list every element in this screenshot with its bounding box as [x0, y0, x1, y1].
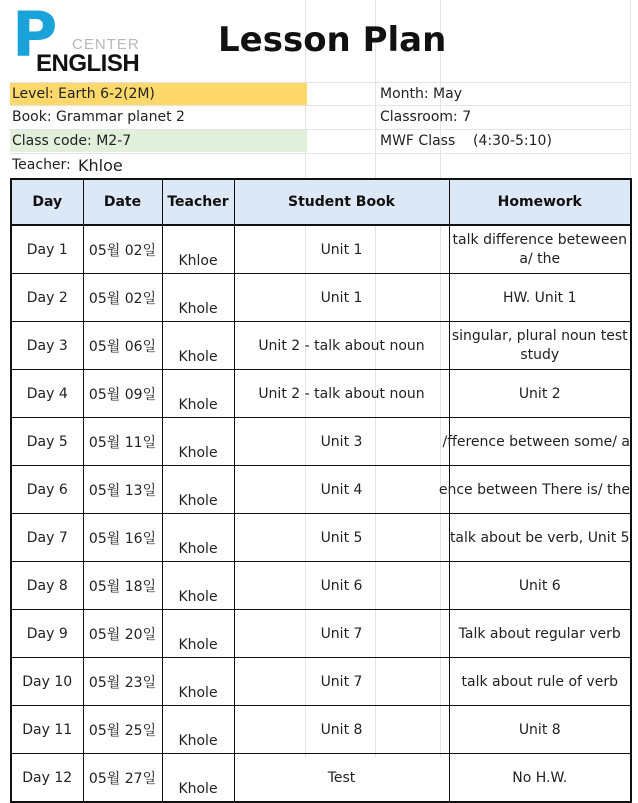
level-cell: Level: Earth 6-2(2M): [10, 83, 307, 105]
day-cell: Day 11: [11, 706, 83, 754]
table-header-row: [11, 179, 631, 225]
date-cell: 05월 02일: [83, 225, 162, 274]
teacher-cell: Khole: [162, 322, 234, 370]
table-row: [11, 610, 631, 658]
day-cell: Day 8: [11, 562, 83, 610]
homework-text: fference between some/ a/: [442, 433, 630, 450]
day-cell: Day 4: [11, 370, 83, 418]
homework-text: singular, plural noun test study: [451, 327, 628, 363]
class-code-cell: Class code: M2-7: [10, 130, 307, 152]
student-book-cell: Unit 3: [234, 418, 449, 466]
homework-text: talk about rule of verb: [461, 673, 618, 690]
student-book-cell: Unit 6: [234, 562, 449, 610]
teacher-cell: Khole: [162, 754, 234, 803]
teacher-cell: Khole: [162, 658, 234, 706]
table-row: [11, 658, 631, 706]
date-cell: 05월 25일: [83, 706, 162, 754]
p-center-english-logo: [12, 0, 142, 77]
student-book-cell: Unit 8: [234, 706, 449, 754]
logo-letter: P: [12, 0, 56, 71]
page-title: Lesson Plan: [218, 20, 447, 60]
homework-cell: [449, 514, 631, 562]
table-row: [11, 466, 631, 514]
homework-cell: [442, 418, 631, 466]
date-cell: 05월 11일: [83, 418, 162, 466]
teacher-cell: Khole: [162, 370, 234, 418]
date-cell: 05월 06일: [83, 322, 162, 370]
day-cell: Day 7: [11, 514, 83, 562]
day-cell: Day 5: [11, 418, 83, 466]
book-cell: Book: Grammar planet 2: [12, 109, 185, 125]
table-row: [11, 754, 631, 803]
homework-text: HW. Unit 1: [502, 289, 577, 306]
homework-text: Unit 2: [518, 385, 561, 402]
student-book-cell: Unit 4: [234, 466, 449, 514]
day-cell: Day 1: [11, 225, 83, 274]
teacher-cell: Khole: [162, 610, 234, 658]
date-cell: 05월 18일: [83, 562, 162, 610]
teacher-cell: Khole: [162, 274, 234, 322]
header-student-book: Student Book: [234, 179, 449, 225]
date-cell: 05월 27일: [83, 754, 162, 803]
divider: [10, 153, 630, 154]
day-cell: Day 9: [11, 610, 83, 658]
homework-cell: [449, 754, 631, 803]
classroom-cell: Classroom: 7: [380, 109, 472, 125]
day-cell: Day 12: [11, 754, 83, 803]
homework-text: Unit 6: [518, 577, 561, 594]
table-row: [11, 225, 631, 274]
homework-text: No H.W.: [512, 769, 568, 786]
homework-text: talk difference beteween a/ the: [452, 231, 627, 267]
header-date: Date: [83, 179, 162, 225]
homework-cell: [449, 658, 631, 706]
homework-cell: [449, 370, 631, 418]
logo-sub: CENTER: [72, 36, 140, 53]
student-book-cell: Unit 1: [234, 274, 449, 322]
homework-text: ence between There is/ the: [438, 481, 630, 498]
teacher-cell: Khloe: [162, 225, 234, 274]
table-row: [11, 370, 631, 418]
student-book-cell: Unit 1: [234, 225, 449, 274]
student-book-cell: Unit 7: [234, 658, 449, 706]
lesson-plan-table: [10, 178, 632, 803]
student-book-cell: Unit 2 - talk about noun: [234, 370, 449, 418]
class-time-cell: MWF Class (4:30-5:10): [380, 133, 552, 149]
student-book-cell: Unit 7: [234, 610, 449, 658]
teacher-cell: Khole: [162, 514, 234, 562]
homework-cell: [449, 610, 631, 658]
homework-cell: [449, 562, 631, 610]
date-cell: 05월 16일: [83, 514, 162, 562]
teacher-cell: Khole: [162, 466, 234, 514]
homework-cell: [449, 274, 631, 322]
day-cell: Day 2: [11, 274, 83, 322]
table-row: [11, 322, 631, 370]
header-teacher: Teacher: [162, 179, 234, 225]
month-cell: Month: May: [380, 86, 462, 102]
date-cell: 05월 13일: [83, 466, 162, 514]
date-cell: 05월 20일: [83, 610, 162, 658]
homework-cell: [449, 322, 631, 370]
day-cell: Day 10: [11, 658, 83, 706]
homework-cell: [449, 225, 631, 274]
teacher-label: Teacher:: [12, 157, 71, 173]
student-book-cell: Unit 2 - talk about noun: [234, 322, 449, 370]
homework-text: Unit 8: [518, 721, 561, 738]
day-cell: Day 3: [11, 322, 83, 370]
table-row: [11, 514, 631, 562]
day-cell: Day 6: [11, 466, 83, 514]
teacher-name: Khloe: [78, 156, 123, 175]
table-row: [11, 562, 631, 610]
homework-cell: [449, 706, 631, 754]
header-homework: Homework: [449, 179, 631, 225]
table-row: [11, 274, 631, 322]
logo-name: ENGLISH: [36, 50, 140, 77]
student-book-cell: Unit 5: [234, 514, 449, 562]
table-row: [11, 706, 631, 754]
teacher-cell: Khole: [162, 562, 234, 610]
date-cell: 05월 09일: [83, 370, 162, 418]
homework-text: talk about be verb, Unit 5: [449, 529, 630, 546]
date-cell: 05월 23일: [83, 658, 162, 706]
header-day: Day: [11, 179, 83, 225]
homework-cell: [438, 466, 631, 514]
teacher-cell: Khole: [162, 418, 234, 466]
table-row: [11, 418, 631, 466]
student-book-cell: Test: [234, 754, 449, 803]
homework-text: Talk about regular verb: [458, 625, 621, 642]
teacher-cell: Khole: [162, 706, 234, 754]
date-cell: 05월 02일: [83, 274, 162, 322]
